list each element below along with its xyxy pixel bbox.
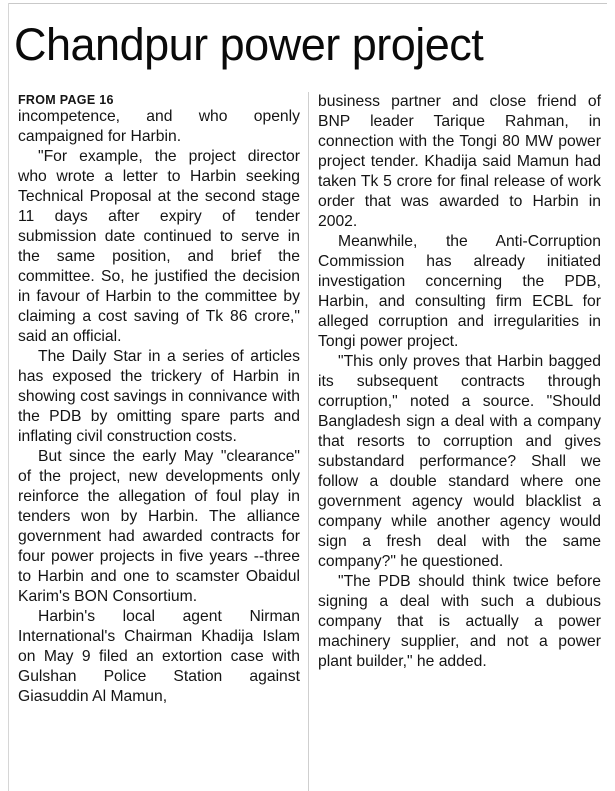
paragraph: "This only proves that Harbin bagged its subsequent contracts through corruption," noted a source. "Should Bangladesh sign a deal with a company that resorts to corruption and gives substandard performance? Shall we follow a double standard where one government agency would blacklist a company while another agency would sign a fresh deal with the same company?" he questioned. [318, 353, 601, 570]
jump-line: FROM PAGE 16 [18, 93, 114, 107]
paragraph: Harbin's local agent Nirman International's Chairman Khadija Islam on May 9 filed an extortion case with Gulshan Police Station against Giasuddin Al Mamun, [18, 608, 300, 705]
paragraph: business partner and close friend of BNP leader Tarique Rahman, in connection with the Tongi 80 MW power project tender. Khadija said Mamun had taken Tk 5 crore for final release of work order that was awarded to Harbin in 2002. [318, 93, 601, 230]
article-column-left [18, 92, 300, 791]
clipping-top-border [8, 3, 607, 4]
paragraph: incompetence, and who openly campaigned for Harbin. [18, 108, 300, 145]
headline: Chandpur power project [14, 19, 484, 70]
paragraph: Meanwhile, the Anti-Corruption Commission has already initiated investigation concerning the PDB, Harbin, and consulting firm ECBL for alleged corruption and irregularities in Tongi power project. [318, 233, 601, 350]
article-column-right [318, 92, 601, 791]
paragraph: "For example, the project director who wrote a letter to Harbin seeking Technical Proposal at the second stage 11 days after expiry of tender submission date continued to serve in the same position, and brief the committee. So, he justified the decision in favour of Harbin to the committee by claiming a cost saving of Tk 86 crore," said an official. [18, 148, 300, 345]
column-divider [308, 92, 309, 791]
paragraph: "The PDB should think twice before signing a deal with such a dubious company that is actually a power machinery supplier, and not a power plant builder," he added. [318, 573, 601, 670]
paragraph: The Daily Star in a series of articles has exposed the trickery of Harbin in showing cost savings in connivance with the PDB by omitting spare parts and inflating civil construction costs. [18, 348, 300, 445]
clipping-left-border [8, 3, 9, 791]
paragraph: But since the early May "clearance" of the project, new developments only reinforce the allegation of foul play in tenders won by Harbin. The alliance government had awarded contracts for four power projects in five years --three to Harbin and one to scamster Obaidul Karim's BON Consortium. [18, 448, 300, 605]
